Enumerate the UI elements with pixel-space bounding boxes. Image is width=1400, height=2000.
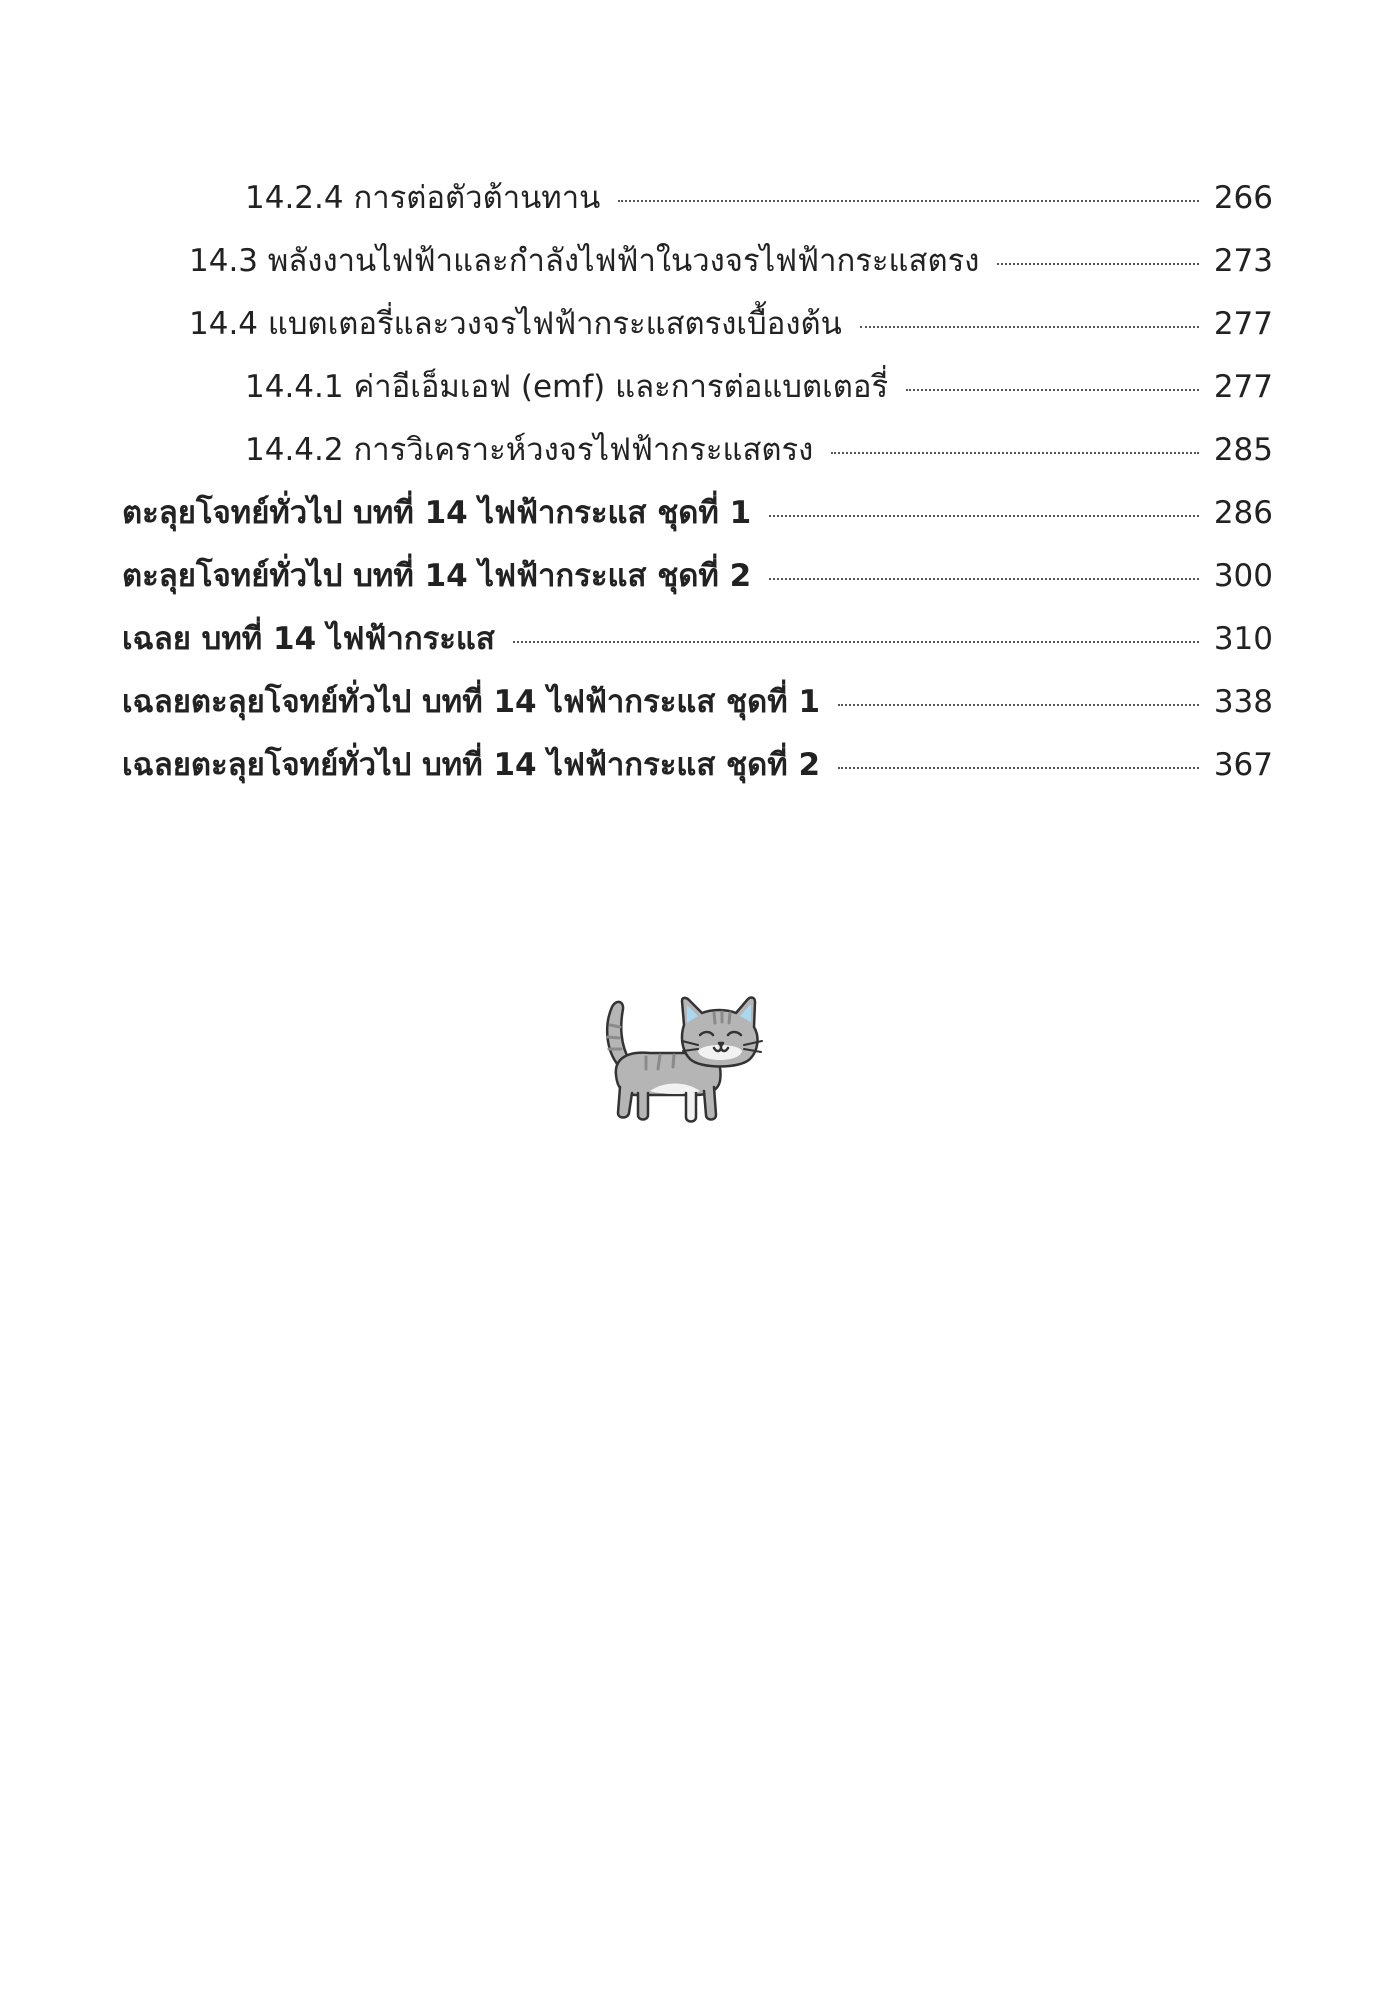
toc-entry-page: 285 (1213, 432, 1273, 468)
toc-entry-title: เฉลยตะลุยโจทย์ทั่วไป บทที่ 14 ไฟฟ้ากระแส ชุดที่ 1 (122, 684, 821, 720)
toc-entry[interactable] (122, 493, 1273, 533)
toc-entry[interactable] (245, 430, 1273, 470)
cat-icon (590, 995, 775, 1125)
toc-entry-title: 14.2.4 การต่อตัวต้านทาน (245, 180, 601, 216)
toc-entry-page: 266 (1213, 180, 1273, 216)
toc-entry[interactable] (245, 367, 1273, 407)
toc-entry-title: เฉลยตะลุยโจทย์ทั่วไป บทที่ 14 ไฟฟ้ากระแส ชุดที่ 2 (122, 747, 821, 783)
dot-leader (618, 200, 1199, 202)
toc-entry[interactable] (122, 745, 1273, 785)
toc-entry-page: 338 (1213, 684, 1273, 720)
toc-entry-title: 14.3 พลังงานไฟฟ้าและกำลังไฟฟ้าในวงจรไฟฟ้ากระแสตรง (189, 243, 980, 279)
toc-entry[interactable] (189, 304, 1273, 344)
dot-leader (838, 704, 1199, 706)
dot-leader (769, 515, 1199, 517)
dot-leader (860, 326, 1199, 328)
toc-entry-title: ตะลุยโจทย์ทั่วไป บทที่ 14 ไฟฟ้ากระแส ชุดที่ 1 (122, 495, 752, 531)
toc-entry[interactable] (122, 556, 1273, 596)
toc-entry-title: 14.4.2 การวิเคราะห์วงจรไฟฟ้ากระแสตรง (245, 432, 814, 468)
dot-leader (906, 389, 1199, 391)
toc-entry-page: 273 (1213, 243, 1273, 279)
dot-leader (838, 767, 1199, 769)
toc-entry-title: 14.4.1 ค่าอีเอ็มเอฟ (emf) และการต่อแบตเตอรี่ (245, 369, 889, 405)
dot-leader (513, 641, 1199, 643)
toc-entry-page: 300 (1213, 558, 1273, 594)
toc-entry[interactable] (189, 241, 1273, 281)
toc-entry-page: 286 (1213, 495, 1273, 531)
dot-leader (769, 578, 1199, 580)
toc-entry-page: 277 (1213, 369, 1273, 405)
dot-leader (831, 452, 1199, 454)
dot-leader (997, 263, 1199, 265)
toc-entry-title: เฉลย บทที่ 14 ไฟฟ้ากระแส (122, 621, 495, 657)
toc-entry-page: 367 (1213, 747, 1273, 783)
toc-entry-title: 14.4 แบตเตอรี่และวงจรไฟฟ้ากระแสตรงเบื้องต้น (189, 306, 842, 342)
toc-entry[interactable] (122, 682, 1273, 722)
toc-entry-page: 310 (1213, 621, 1273, 657)
toc-entry-title: ตะลุยโจทย์ทั่วไป บทที่ 14 ไฟฟ้ากระแส ชุดที่ 2 (122, 558, 752, 594)
toc-entry[interactable] (122, 619, 1273, 659)
toc-entry-page: 277 (1213, 306, 1273, 342)
toc-entry[interactable] (245, 178, 1273, 218)
